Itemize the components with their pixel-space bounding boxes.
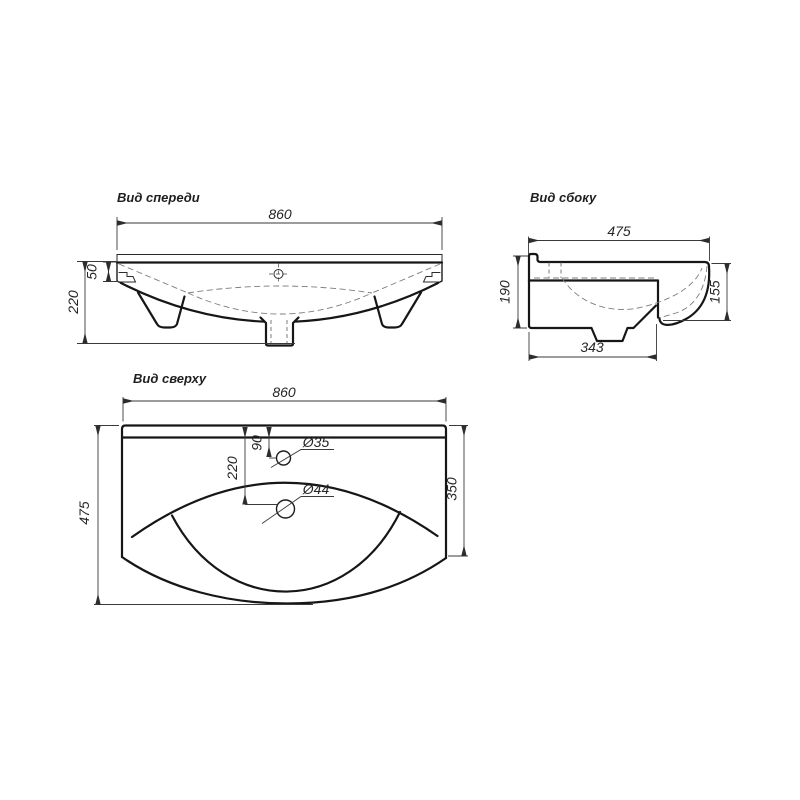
top-dim-depth (76, 426, 313, 605)
side-body-bottom-profile (529, 281, 656, 342)
top-dim-faucet-offset (249, 427, 277, 458)
front-left-bracket (119, 273, 136, 283)
side-view-label: Вид сбоку (530, 190, 597, 205)
side-dim-depth-value: 475 (607, 223, 631, 239)
side-dim-back-height (497, 256, 529, 328)
drain-hole-callout (262, 481, 334, 524)
top-dim-faucet-offset-value: 90 (248, 435, 265, 451)
side-dim-body-depth-value: 343 (580, 339, 604, 355)
side-hidden-front-curve (660, 266, 708, 318)
top-dim-basin-depth (444, 426, 469, 557)
front-bowl-curve (121, 283, 438, 322)
top-dim-drain-offset-value: 220 (224, 456, 240, 480)
front-view-label: Вид спереди (117, 190, 200, 205)
side-hidden-ribs (549, 263, 561, 279)
side-dim-front-height-value: 155 (706, 280, 723, 304)
top-dim-depth-value: 475 (76, 501, 92, 525)
top-dim-width-value: 860 (272, 384, 296, 400)
top-view-label: Вид сверху (133, 371, 207, 386)
side-hidden-basin-curve (562, 268, 702, 309)
center-mark-icon (269, 264, 288, 285)
front-dim-width (117, 206, 442, 250)
front-dim-apron (84, 262, 120, 282)
top-counter-outline (122, 426, 446, 559)
side-dim-back-height-value: 190 (496, 280, 513, 304)
front-basin-rim-hidden-top (188, 286, 372, 293)
side-dim-depth (529, 223, 710, 261)
top-dim-width (123, 384, 446, 422)
front-dim-width-value: 860 (268, 206, 292, 222)
top-basin-front-curve (172, 512, 400, 592)
front-dim-apron-value: 50 (83, 264, 100, 280)
top-view (76, 371, 468, 605)
front-right-bracket (424, 273, 441, 283)
front-dim-height (65, 262, 295, 344)
drain-hole-diameter-value: Ø44 (302, 481, 330, 497)
side-bowl-curve (660, 267, 710, 325)
front-hidden-slope-right (372, 264, 440, 293)
front-view (65, 190, 442, 346)
front-basin-rim-hidden-bottom (188, 293, 372, 314)
front-slab-outline (117, 255, 442, 263)
top-dim-basin-depth-value: 350 (443, 477, 460, 501)
top-counter-front-curve (122, 557, 446, 604)
front-left-leg (138, 293, 185, 328)
front-hidden-slope-left (119, 264, 188, 293)
front-dim-height-value: 220 (65, 290, 81, 314)
front-drain-stub (261, 318, 299, 346)
faucet-hole-diameter-value: Ø35 (302, 434, 330, 450)
front-right-leg (375, 293, 422, 328)
side-view (497, 190, 732, 361)
side-slab-profile (529, 254, 709, 281)
